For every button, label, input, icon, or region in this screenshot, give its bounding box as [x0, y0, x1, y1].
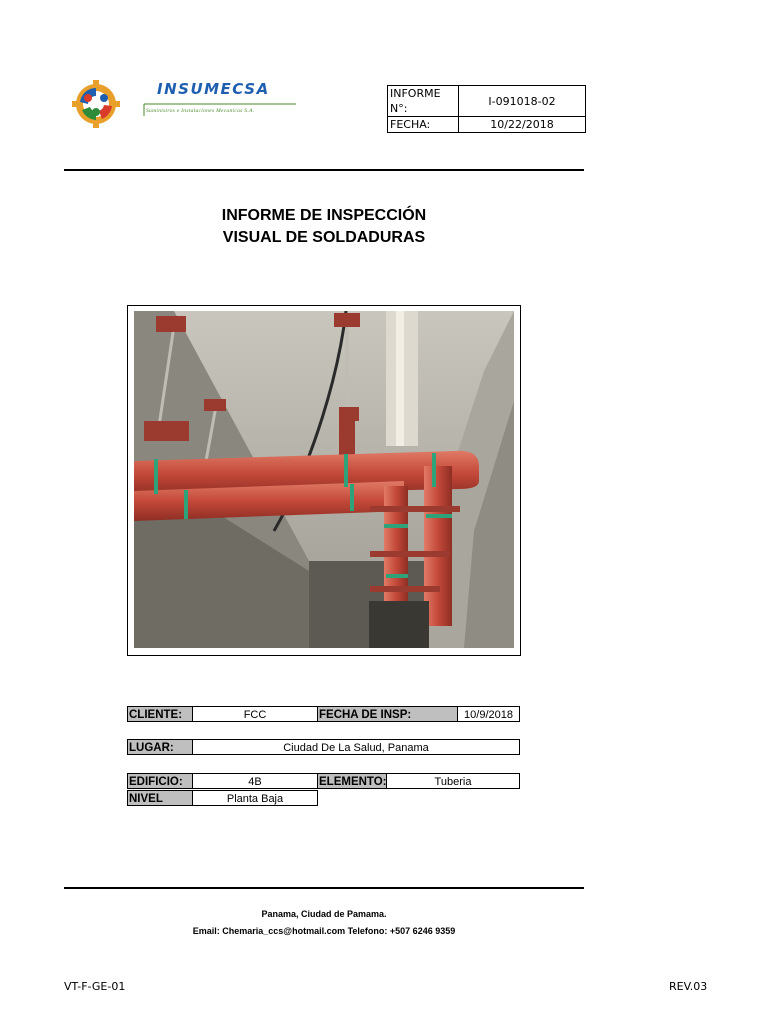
nivel-value: Planta Baja: [192, 790, 318, 806]
elemento-label: ELEMENTO:: [317, 773, 387, 789]
page-title: [64, 205, 584, 249]
cliente-value: FCC: [192, 706, 318, 722]
report-number-value: I-091018-02: [459, 86, 586, 117]
edificio-label: EDIFICIO:: [127, 773, 193, 789]
inspection-photo: [134, 311, 514, 648]
footer-contact: Email: Chemaria_ccs@hotmail.com Telefono: +507 6246 9359: [192, 926, 456, 936]
elemento-value: Tuberia: [386, 773, 520, 789]
lugar-value: Ciudad De La Salud, Panama: [192, 739, 520, 755]
header-divider: [64, 169, 584, 171]
inspection-photo-frame: [127, 305, 521, 656]
cliente-label: CLIENTE:: [127, 706, 193, 722]
gear-logo-icon: [72, 80, 120, 128]
form-code: VT-F-GE-01: [64, 980, 126, 993]
report-info-table: [387, 85, 586, 133]
title-line-2: VISUAL DE SOLDADURAS: [222, 229, 426, 246]
report-date-label: FECHA:: [388, 117, 459, 133]
title-line-1: INFORME DE INSPECCIÓN: [221, 207, 427, 224]
lugar-label: LUGAR:: [127, 739, 193, 755]
revision: REV.03: [669, 980, 708, 993]
logo-tagline: Suministros e Instalaciones Mecanicas S.A.: [146, 108, 255, 114]
edificio-value: 4B: [192, 773, 318, 789]
footer-divider: [64, 887, 584, 889]
fecha-insp-label: FECHA DE INSP:: [317, 706, 458, 722]
fecha-insp-value: 10/9/2018: [457, 706, 520, 722]
nivel-label: NIVEL: [127, 790, 193, 806]
footer-address: Panama, Ciudad de Pamama.: [261, 909, 387, 919]
report-number-label: INFORME N°:: [388, 86, 459, 117]
report-date-value: 10/22/2018: [459, 117, 586, 133]
logo-name: INSUMECSA: [157, 80, 270, 98]
